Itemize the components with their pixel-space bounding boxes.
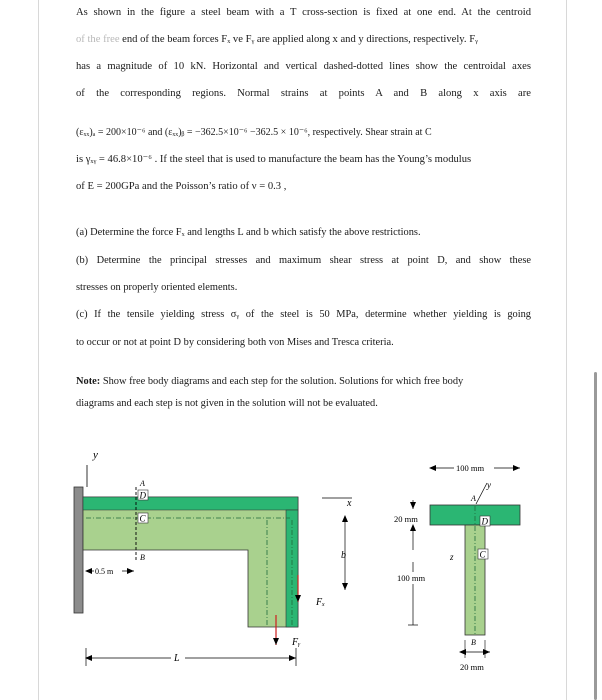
question-b-line-2: stresses on properly oriented elements. <box>76 282 238 293</box>
section-point-a: A <box>471 494 476 503</box>
dim-b-label: b <box>341 550 346 561</box>
fixed-wall <box>74 487 83 613</box>
problem-line-1: As shown in the figure a steel beam with a T cross-section is fixed at one end. At the centroid <box>76 7 531 18</box>
problem-line-2-faded: of the free <box>76 34 120 45</box>
page-right-border <box>566 0 567 700</box>
problem-line-2-text: end of the beam forces Fₓ ve Fᵧ are applied along x and y directions, respectively. Fᵧ <box>119 34 478 45</box>
section-y-axis-label: y <box>487 480 491 490</box>
section-point-b: B <box>471 638 476 647</box>
problem-line-7: of E = 200GPa and the Poisson’s ratio of ν = 0.3 , <box>76 181 287 192</box>
scrollbar[interactable] <box>594 372 597 700</box>
note-line-1 <box>76 376 531 387</box>
note-text-1: Show free body diagrams and each step for the solution. Solutions for which free body <box>100 376 464 387</box>
force-fy-label: Fᵧ <box>292 637 301 648</box>
section-web-height-label: 100 mm <box>397 573 426 583</box>
dim-05m-label: 0.5 m <box>95 567 114 576</box>
problem-line-3: has a magnitude of 10 kN. Horizontal and vertical dashed-dotted lines show the centroidal axes <box>76 61 531 72</box>
question-b-line-1: (b) Determine the principal stresses and maximum shear stress at point D, and show these <box>76 255 531 266</box>
beam-point-b: B <box>140 553 145 562</box>
dim-L-label: L <box>174 653 180 664</box>
beam-point-a: A <box>140 479 145 488</box>
beam-point-d: D <box>139 490 146 501</box>
section-y-axis <box>476 483 487 504</box>
section-width-label: 100 mm <box>456 463 485 473</box>
force-fx-label: Fₓ <box>316 597 325 608</box>
section-figure <box>380 430 560 700</box>
question-c-line-2: to occur or not at point D by considering both von Mises and Tresca criteria. <box>76 337 394 348</box>
problem-line-6: is γₓᵧ = 46.8×10⁻⁶ . If the steel that is used to manufacture the beam has the Young’s modulus <box>76 154 472 165</box>
note-line-2: diagrams and each step is not given in the solution will not be evaluated. <box>76 398 378 409</box>
note-label: Note: <box>76 376 101 387</box>
beam-y-axis-label: y <box>93 449 98 461</box>
section-web-width-label: 20 mm <box>460 662 484 672</box>
section-point-d: D <box>481 516 488 527</box>
section-z-axis-label: z <box>450 552 454 562</box>
beam-figure <box>0 430 370 700</box>
beam-point-c: C <box>139 513 146 524</box>
question-c-line-1: (c) If the tensile yielding stress σᵧ of the steel is 50 MPa, determine whether yielding is going <box>76 309 531 320</box>
section-point-c: C <box>479 549 486 560</box>
beam-top-flange <box>83 497 298 510</box>
question-a: (a) Determine the force Fₓ and lengths L and b which satisfy the above restrictions. <box>76 227 421 238</box>
section-flange-label: 20 mm <box>394 514 418 524</box>
beam-body <box>83 497 298 627</box>
problem-line-5: (εₓₓ)ₐ = 200×10⁻⁶ and (εₓₓ)ᵦ = −362.5×10⁻⁶ −362.5 × 10⁻⁶, respectively. Shear strain at C <box>76 127 432 138</box>
beam-x-axis-label: x <box>347 498 352 509</box>
problem-line-4: of the corresponding regions. Normal strains at points A and B along x axis are <box>76 88 531 99</box>
problem-line-2 <box>76 34 531 45</box>
